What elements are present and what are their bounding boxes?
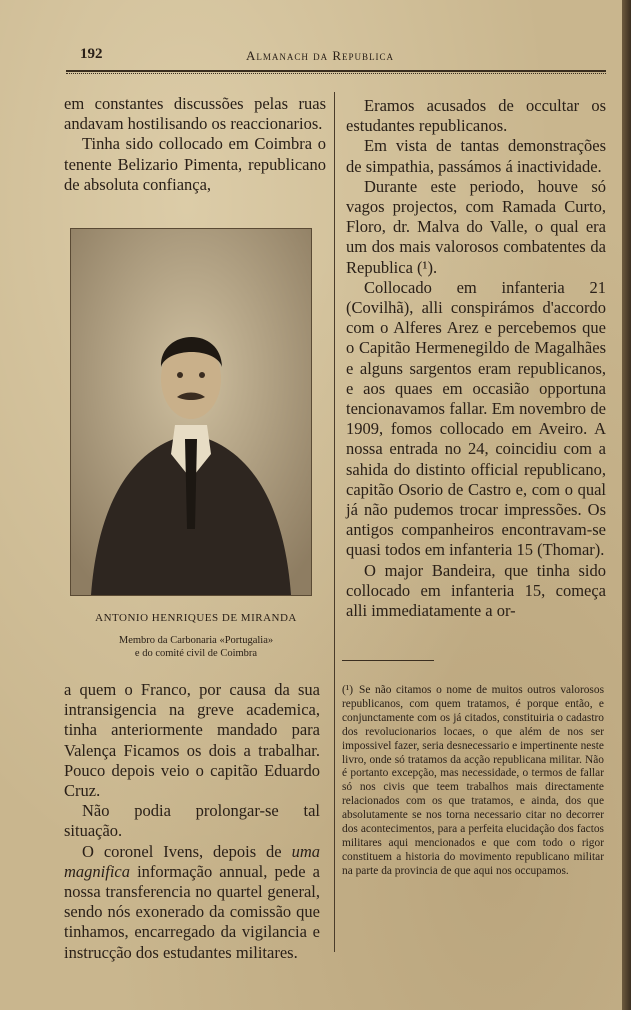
paragraph: Tinha sido collocado em Coimbra o tenente Belizario Pimenta, republicano de absoluta confiança, [64, 134, 326, 194]
footnote-text: Se não citamos o nome de muitos outros valorosos republicanos, com quem tratamos, é porque então, e conjunctamente com os já citados, constituiria o cadastro dos revolucionarios locaes, o que além de nos ser impossivel fazer, seria desnecessario e impertinente neste livro, onde só tratamos da acção republicana militar. Não é portanto excepção, mas necessidade, o termos de fallar só nos civis que teem trabalhos mais directamente relacionados com os que tratamos, e ainda, dos que absolutamente se nos torna necessario citar no decorrer dos acontecimentos, para a perfeita elucidação dos factos militares aqui mencionados e que com todo o rigor constituem a historia do movimento republicano militar na parte da provincia de que aqui nos occupamos. [342, 684, 604, 877]
caption-line: Membro da Carbonaria «Portugalia» [118, 635, 274, 646]
running-title: Almanach da Republica [246, 48, 395, 63]
page-header [66, 46, 606, 68]
left-column-bottom [64, 680, 320, 963]
paragraph: Eramos acusados de occultar os estudantes republicanos. [346, 96, 606, 136]
footnote [342, 684, 604, 879]
paragraph: Não podia prolongar-se tal situação. [64, 801, 320, 841]
italic-text: uma magnifica [64, 841, 320, 881]
footnote-mark: (¹) [342, 684, 354, 696]
left-column-top [64, 94, 326, 195]
header-rule [66, 70, 606, 74]
portrait-caption-name: ANTONIO HENRIQUES DE MIRANDA [95, 612, 297, 624]
page-edge [622, 0, 631, 1010]
page-number: 192 [80, 46, 103, 62]
paragraph [64, 842, 320, 963]
column-divider [334, 92, 335, 952]
portrait-photo [70, 228, 312, 596]
caption-line: e do comité civil de Coimbra [134, 648, 258, 659]
text-run: informação annual, pede a nossa transferencia no quartel general, sendo nós exonerado da comissão que tinhamos, encarregado da vigilancia e instrucção dos estudantes militares. [64, 861, 320, 962]
text-run: O coronel Ivens, depois de [82, 841, 292, 861]
paragraph: em constantes discussões pelas ruas andavam hostilisando os reaccionarios. [64, 94, 326, 134]
portrait-caption-description [64, 634, 328, 660]
paragraph: Em vista de tantas demonstrações de simpathia, passámos á inactividade. [346, 136, 606, 176]
portrait-image [71, 229, 311, 595]
paragraph: Durante este periodo, houve só vagos projectos, com Ramada Curto, Floro, dr. Malva do Valle, o qual era um dos mais valorosos combatentes da Republica (¹). [346, 176, 606, 277]
paragraph: a quem o Franco, por causa da sua intransigencia na greve academica, tinha anteriormente mandado para Valença Ficamos os dois a trabalhar. Pouco depois veio o capitão Eduardo Cruz. [64, 680, 320, 801]
right-column [346, 96, 606, 621]
paragraph: Collocado em infanteria 21 (Covilhã), alli conspirámos d'accordo com o Alferes Arez e percebemos que o Capitão Hermenegildo de Magalhães e alguns sargentos eram republicanos, e aos quaes em occasião opportuna tencionavamos fallar. Em novembro de 1909, fomos collocado em Aveiro. A nossa entrada no 24, coincidiu com a sahida do distinto official republicano, capitão Osorio de Castro e, com o qual já não pudemos trocar impressões. Os antigos companheiros encontravam-se quasi todos em infanteria 15 (Thomar). [346, 277, 606, 560]
footnote-rule [342, 660, 434, 661]
paragraph: O major Bandeira, que tinha sido collocado em infanteria 15, começa alli immediatamente a or- [346, 560, 606, 621]
